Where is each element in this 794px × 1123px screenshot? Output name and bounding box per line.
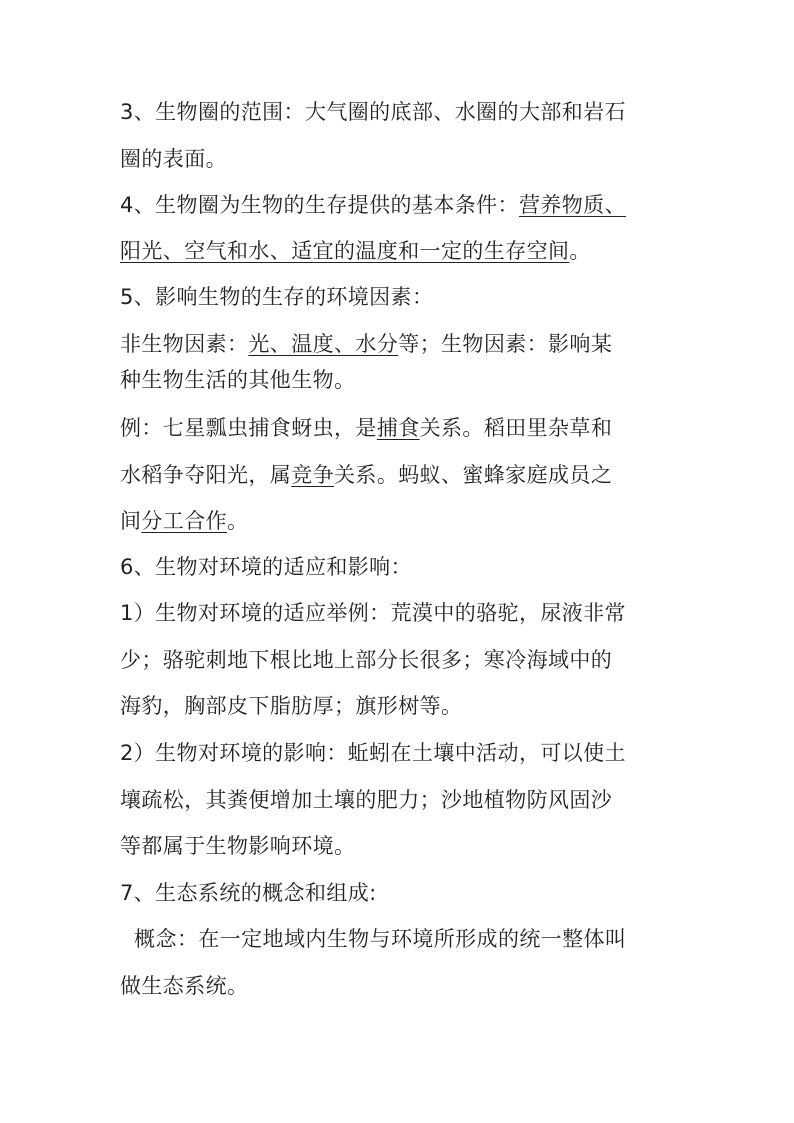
- text-line: 少；骆驼刺地下根比地上部分长很多；寒冷海域中的: [120, 648, 613, 672]
- text-line: 间分工合作。: [120, 509, 249, 533]
- text-line: 例：七星瓢虫捕食蚜虫，是捕食关系。稻田里杂草和: [120, 416, 613, 440]
- section-heading: 7、生态系统的概念和组成:: [120, 881, 377, 905]
- text-line: 非生物因素：光、温度、水分等；生物因素：影响某: [120, 332, 613, 356]
- text-line: 1）生物对环境的适应举例：荒漠中的骆驼，尿液非常: [120, 601, 626, 625]
- section-heading: 6、生物对环境的适应和影响：: [120, 555, 412, 579]
- text-line: 种生物生活的其他生物。: [120, 368, 356, 392]
- text-line: 做生态系统。: [120, 974, 249, 998]
- text-line: 壤疏松，其粪便增加土壤的肥力；沙地植物防风固沙: [120, 788, 613, 812]
- text-line: 4、生物圈为生物的生存提供的基本条件：营养物质、: [120, 193, 626, 217]
- section-heading: 5、影响生物的生存的环境因素：: [120, 285, 434, 309]
- text-line: 概念：在一定地域内生物与环境所形成的统一整体叫: [120, 927, 627, 951]
- text-line: 阳光、空气和水、适宜的温度和一定的生存空间。: [120, 239, 591, 263]
- text-line: 2）生物对环境的影响：蚯蚓在土壤中活动，可以使土: [120, 741, 626, 765]
- text-line: 海豹，胸部皮下脂肪厚；旗形树等。: [120, 694, 463, 718]
- text-line: 3、生物圈的范围：大气圈的底部、水圈的大部和岩石: [120, 100, 626, 124]
- text-line: 圈的表面。: [120, 147, 227, 171]
- text-line: 水稻争夺阳光，属竞争关系。蚂蚁、蜜蜂家庭成员之: [120, 463, 613, 487]
- text-line: 等都属于生物影响环境。: [120, 834, 356, 858]
